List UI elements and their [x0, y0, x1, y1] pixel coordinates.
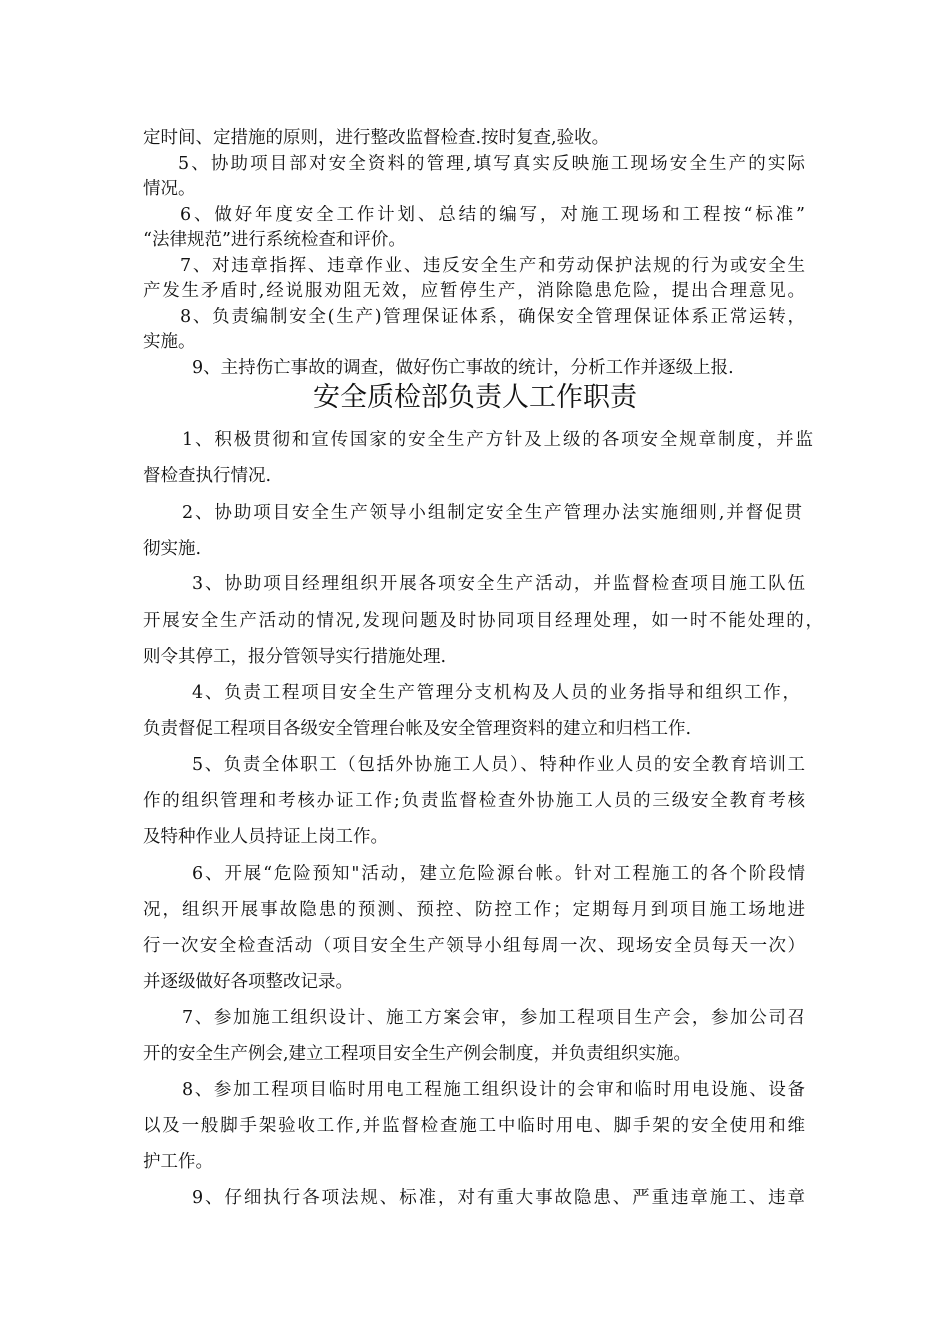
duty3-line1: 3、协助项目经理组织开展各项安全生产活动，并监督检查项目施工队伍 — [192, 574, 805, 594]
item8-line2: 实施。 — [143, 332, 196, 352]
item9-line: 9、主持伤亡事故的调查，做好伤亡事故的统计，分析工作并逐级上报. — [192, 358, 734, 378]
duty5-line1: 5、负责全体职工（包括外协施工人员）、特种作业人员的安全教育培训工 — [192, 755, 805, 775]
item8-line1: 8、负责编制安全(生产)管理保证体系，确保安全管理保证体系正常运转， — [180, 307, 805, 327]
duty6-line4: 并逐级做好各项整改记录。 — [143, 972, 353, 992]
item6-line1: 6、做好年度安全工作计划、总结的编写，对施工现场和工程按“标准” — [180, 205, 805, 225]
duty6-line3: 行一次安全检查活动（项目安全生产领导小组每周一次、现场安全员每天一次） — [143, 936, 805, 956]
duty7-line2: 开的安全生产例会,建立工程项目安全生产例会制度，并负责组织实施。 — [143, 1044, 692, 1064]
duty4-line1: 4、负责工程项目安全生产管理分支机构及人员的业务指导和组织工作， — [192, 683, 800, 703]
item5-line2: 情况。 — [143, 179, 196, 199]
duty5-line2: 作的组织管理和考核办证工作;负责监督检查外协施工人员的三级安全教育考核 — [143, 791, 805, 811]
duty3-line2: 开展安全生产活动的情况,发现问题及时协同项目经理处理，如一时不能处理的， — [143, 611, 823, 631]
item5-line1: 5、协助项目部对安全资料的管理,填写真实反映施工现场安全生产的实际 — [178, 154, 805, 174]
duty2-line1: 2、协助项目安全生产领导小组制定安全生产管理办法实施细则,并督促贯 — [182, 503, 802, 523]
section-title: 安全质检部负责人工作职责 — [313, 382, 637, 413]
duty8-line1: 8、参加工程项目临时用电工程施工组织设计的会审和临时用电设施、设备 — [182, 1080, 805, 1100]
duty8-line3: 护工作。 — [143, 1152, 213, 1172]
item7-line1: 7、对违章指挥、违章作业、违反安全生产和劳动保护法规的行为或安全生 — [180, 256, 805, 276]
duty1-line1: 1、积极贯彻和宣传国家的安全生产方针及上级的各项安全规章制度，并监 — [182, 430, 813, 450]
item6-line2: “法律规范”进行系统检查和评价。 — [143, 230, 406, 250]
duty2-line2: 彻实施. — [143, 539, 202, 559]
item7-line2: 产发生矛盾时,经说服劝阻无效，应暂停生产，消除隐患危险，提出合理意见。 — [143, 281, 805, 301]
duty6-line2: 况，组织开展事故隐患的预测、预控、防控工作；定期每月到项目施工场地进 — [143, 900, 805, 920]
duty3-line3: 则令其停工，报分管领导实行措施处理. — [143, 647, 447, 667]
duty4-line2: 负责督促工程项目各级安全管理台帐及安全管理资料的建立和归档工作. — [143, 719, 692, 739]
duty5-line3: 及特种作业人员持证上岗工作。 — [143, 827, 388, 847]
duty7-line1: 7、参加施工组织设计、施工方案会审，参加工程项目生产会，参加公司召 — [182, 1008, 805, 1028]
item4-end-line: 定时间、定措施的原则，进行整改监督检查.按时复查,验收。 — [143, 128, 610, 148]
duty6-line1: 6、开展“危险预知"活动，建立危险源台帐。针对工程施工的各个阶段情 — [192, 864, 805, 884]
duty1-line2: 督检查执行情况. — [143, 466, 272, 486]
duty8-line2: 以及一般脚手架验收工作,并监督检查施工中临时用电、脚手架的安全使用和维 — [143, 1116, 805, 1136]
duty9-line1: 9、仔细执行各项法规、标准，对有重大事故隐患、严重违章施工、违章 — [192, 1188, 805, 1208]
